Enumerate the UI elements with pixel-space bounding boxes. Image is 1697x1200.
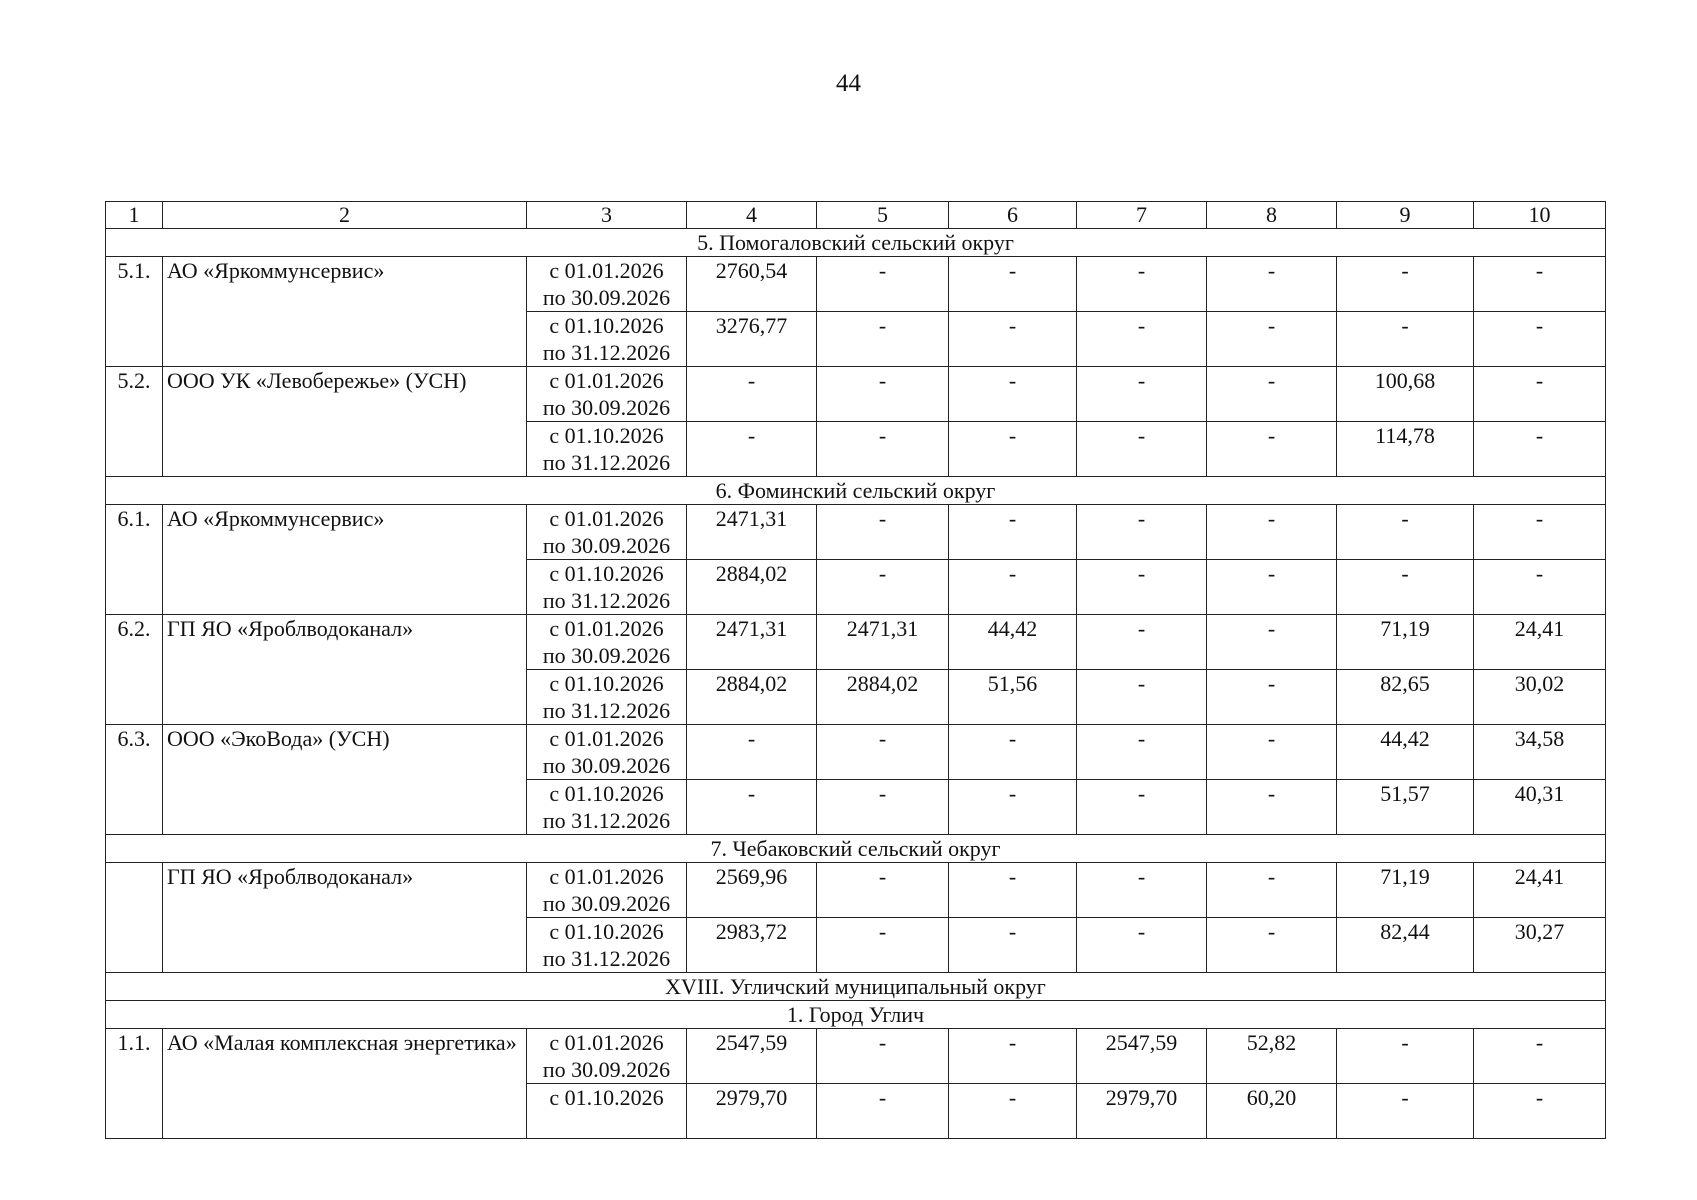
value-cell: 2471,31	[687, 505, 817, 560]
value-cell: -	[1077, 505, 1207, 560]
value-cell: -	[949, 863, 1077, 918]
value-cell: 2979,70	[687, 1084, 817, 1139]
value-cell: -	[687, 422, 817, 477]
value-cell: -	[817, 918, 949, 973]
value-cell: 52,82	[1207, 1029, 1337, 1084]
column-header: 3	[527, 202, 687, 229]
period-to: по 31.12.2026	[542, 698, 671, 723]
period-cell	[527, 780, 687, 835]
period-from: с 01.10.2026	[549, 1085, 664, 1110]
value-cell: -	[1077, 918, 1207, 973]
column-header: 7	[1077, 202, 1207, 229]
column-header: 6	[949, 202, 1077, 229]
value-cell: 2760,54	[687, 257, 817, 312]
value-cell: -	[687, 367, 817, 422]
value-cell: 2547,59	[1077, 1029, 1207, 1084]
table-row	[106, 257, 1606, 312]
value-cell: -	[949, 312, 1077, 367]
value-cell: -	[1077, 422, 1207, 477]
value-cell: -	[1077, 615, 1207, 670]
section-title: 1. Город Углич	[106, 1001, 1606, 1029]
period-cell	[527, 918, 687, 973]
value-cell: 2547,59	[687, 1029, 817, 1084]
value-cell: -	[1207, 863, 1337, 918]
value-cell: 71,19	[1337, 615, 1474, 670]
value-cell: -	[817, 312, 949, 367]
period-from: с 01.01.2026	[549, 864, 664, 889]
value-cell: -	[949, 505, 1077, 560]
period-cell	[527, 863, 687, 918]
period-cell	[527, 1029, 687, 1084]
value-cell: 71,19	[1337, 863, 1474, 918]
period-from: с 01.01.2026	[549, 506, 664, 531]
entry-number: 6.2.	[106, 615, 163, 725]
value-cell: -	[949, 780, 1077, 835]
section-title: 6. Фоминский сельский округ	[106, 477, 1606, 505]
entry-number: 6.1.	[106, 505, 163, 615]
value-cell: 34,58	[1474, 725, 1606, 780]
period-cell	[527, 257, 687, 312]
value-cell: 2471,31	[687, 615, 817, 670]
organization-name: ГП ЯО «Яроблводоканал»	[163, 863, 527, 973]
entry-number: 6.3.	[106, 725, 163, 835]
column-header: 10	[1474, 202, 1606, 229]
value-cell: -	[1474, 505, 1606, 560]
value-cell: 100,68	[1337, 367, 1474, 422]
section-title: 5. Помогаловский сельский округ	[106, 229, 1606, 257]
page-number: 44	[836, 70, 861, 97]
period-cell	[527, 422, 687, 477]
period-to: по 30.09.2026	[542, 1057, 671, 1082]
value-cell: -	[817, 367, 949, 422]
value-cell: 2569,96	[687, 863, 817, 918]
period-to: по 31.12.2026	[542, 946, 671, 971]
value-cell: -	[1077, 367, 1207, 422]
value-cell: 2884,02	[687, 670, 817, 725]
value-cell: -	[1207, 505, 1337, 560]
value-cell: -	[1337, 1084, 1474, 1139]
period-from: с 01.01.2026	[549, 616, 664, 641]
period-cell	[527, 367, 687, 422]
value-cell: -	[1207, 725, 1337, 780]
value-cell: 82,65	[1337, 670, 1474, 725]
period-to: по 30.09.2026	[542, 753, 671, 778]
value-cell: -	[1207, 257, 1337, 312]
column-header: 5	[817, 202, 949, 229]
value-cell: -	[949, 918, 1077, 973]
organization-name: АО «Яркоммунсервис»	[163, 257, 527, 367]
value-cell: -	[1207, 918, 1337, 973]
table-row	[106, 367, 1606, 422]
period-from: с 01.01.2026	[549, 368, 664, 393]
value-cell: -	[1337, 257, 1474, 312]
value-cell: 51,57	[1337, 780, 1474, 835]
value-cell: -	[687, 780, 817, 835]
value-cell: -	[1077, 312, 1207, 367]
value-cell: 44,42	[1337, 725, 1474, 780]
column-header: 1	[106, 202, 163, 229]
entry-number: 5.1.	[106, 257, 163, 367]
table-row	[106, 505, 1606, 560]
period-from: с 01.01.2026	[549, 258, 664, 283]
value-cell: -	[1474, 367, 1606, 422]
table-row	[106, 1029, 1606, 1084]
period-cell	[527, 1084, 687, 1139]
value-cell: -	[1077, 725, 1207, 780]
value-cell: -	[1207, 615, 1337, 670]
value-cell: -	[817, 1029, 949, 1084]
table-row	[106, 615, 1606, 670]
section-row	[106, 973, 1606, 1001]
period-cell	[527, 670, 687, 725]
value-cell: -	[1474, 312, 1606, 367]
value-cell: -	[1207, 780, 1337, 835]
value-cell: -	[1077, 560, 1207, 615]
entry-number	[106, 863, 163, 973]
value-cell: 3276,77	[687, 312, 817, 367]
column-header: 2	[163, 202, 527, 229]
value-cell: -	[1474, 422, 1606, 477]
period-cell	[527, 505, 687, 560]
value-cell: -	[1077, 863, 1207, 918]
value-cell: -	[817, 505, 949, 560]
period-from: с 01.10.2026	[549, 561, 664, 586]
value-cell: -	[1207, 312, 1337, 367]
value-cell: -	[817, 422, 949, 477]
value-cell: -	[1337, 1029, 1474, 1084]
period-to: по 30.09.2026	[542, 891, 671, 916]
value-cell: -	[817, 780, 949, 835]
column-header-row	[106, 202, 1606, 229]
value-cell: -	[1474, 1029, 1606, 1084]
value-cell: -	[817, 257, 949, 312]
value-cell: 2884,02	[687, 560, 817, 615]
organization-name: АО «Малая комплексная энергетика»	[163, 1029, 527, 1139]
value-cell: -	[1207, 367, 1337, 422]
section-title: XVIII. Угличский муниципальный округ	[106, 973, 1606, 1001]
value-cell: -	[817, 725, 949, 780]
period-to: по 31.12.2026	[542, 340, 671, 365]
value-cell: -	[1077, 780, 1207, 835]
section-row	[106, 229, 1606, 257]
value-cell: -	[817, 1084, 949, 1139]
value-cell: -	[1337, 560, 1474, 615]
period-cell	[527, 725, 687, 780]
value-cell: 24,41	[1474, 863, 1606, 918]
section-row	[106, 477, 1606, 505]
period-from: с 01.10.2026	[549, 781, 664, 806]
value-cell: -	[949, 560, 1077, 615]
value-cell: 114,78	[1337, 422, 1474, 477]
value-cell: -	[1207, 560, 1337, 615]
value-cell: -	[949, 367, 1077, 422]
value-cell: 30,02	[1474, 670, 1606, 725]
table-row	[106, 863, 1606, 918]
value-cell: -	[817, 863, 949, 918]
tariff-table	[105, 201, 1606, 1139]
period-to: по 30.09.2026	[542, 285, 671, 310]
value-cell: 51,56	[949, 670, 1077, 725]
period-to: по 30.09.2026	[542, 395, 671, 420]
period-from: с 01.01.2026	[549, 726, 664, 751]
value-cell: -	[949, 1029, 1077, 1084]
period-from: с 01.01.2026	[549, 1030, 664, 1055]
value-cell: -	[1474, 560, 1606, 615]
column-header: 4	[687, 202, 817, 229]
value-cell: 82,44	[1337, 918, 1474, 973]
period-to: по 31.12.2026	[542, 588, 671, 613]
value-cell: -	[817, 560, 949, 615]
period-cell	[527, 312, 687, 367]
period-cell	[527, 615, 687, 670]
column-header: 8	[1207, 202, 1337, 229]
value-cell: -	[1207, 422, 1337, 477]
period-from: с 01.10.2026	[549, 313, 664, 338]
value-cell: -	[1337, 505, 1474, 560]
period-to: по 30.09.2026	[542, 643, 671, 668]
value-cell: 44,42	[949, 615, 1077, 670]
value-cell: -	[949, 257, 1077, 312]
value-cell: 2983,72	[687, 918, 817, 973]
entry-number: 1.1.	[106, 1029, 163, 1139]
organization-name: ООО «ЭкоВода» (УСН)	[163, 725, 527, 835]
value-cell: 30,27	[1474, 918, 1606, 973]
value-cell: -	[687, 725, 817, 780]
value-cell: 2979,70	[1077, 1084, 1207, 1139]
value-cell: -	[1474, 1084, 1606, 1139]
entry-number: 5.2.	[106, 367, 163, 477]
value-cell: 24,41	[1474, 615, 1606, 670]
section-row	[106, 835, 1606, 863]
table-row	[106, 725, 1606, 780]
section-row	[106, 1001, 1606, 1029]
period-from: с 01.10.2026	[549, 671, 664, 696]
value-cell: -	[949, 422, 1077, 477]
value-cell: -	[1474, 257, 1606, 312]
value-cell: -	[949, 1084, 1077, 1139]
period-from: с 01.10.2026	[549, 423, 664, 448]
value-cell: 2884,02	[817, 670, 949, 725]
organization-name: ГП ЯО «Яроблводоканал»	[163, 615, 527, 725]
value-cell: -	[949, 725, 1077, 780]
section-title: 7. Чебаковский сельский округ	[106, 835, 1606, 863]
value-cell: -	[1337, 312, 1474, 367]
value-cell: -	[1207, 670, 1337, 725]
column-header: 9	[1337, 202, 1474, 229]
value-cell: -	[1077, 257, 1207, 312]
value-cell: 40,31	[1474, 780, 1606, 835]
period-from: с 01.10.2026	[549, 919, 664, 944]
value-cell: 60,20	[1207, 1084, 1337, 1139]
value-cell: 2471,31	[817, 615, 949, 670]
organization-name: ООО УК «Левобережье» (УСН)	[163, 367, 527, 477]
organization-name: АО «Яркоммунсервис»	[163, 505, 527, 615]
period-to: по 31.12.2026	[542, 450, 671, 475]
period-to: по 30.09.2026	[542, 533, 671, 558]
period-cell	[527, 560, 687, 615]
period-to: по 31.12.2026	[542, 808, 671, 833]
value-cell: -	[1077, 670, 1207, 725]
